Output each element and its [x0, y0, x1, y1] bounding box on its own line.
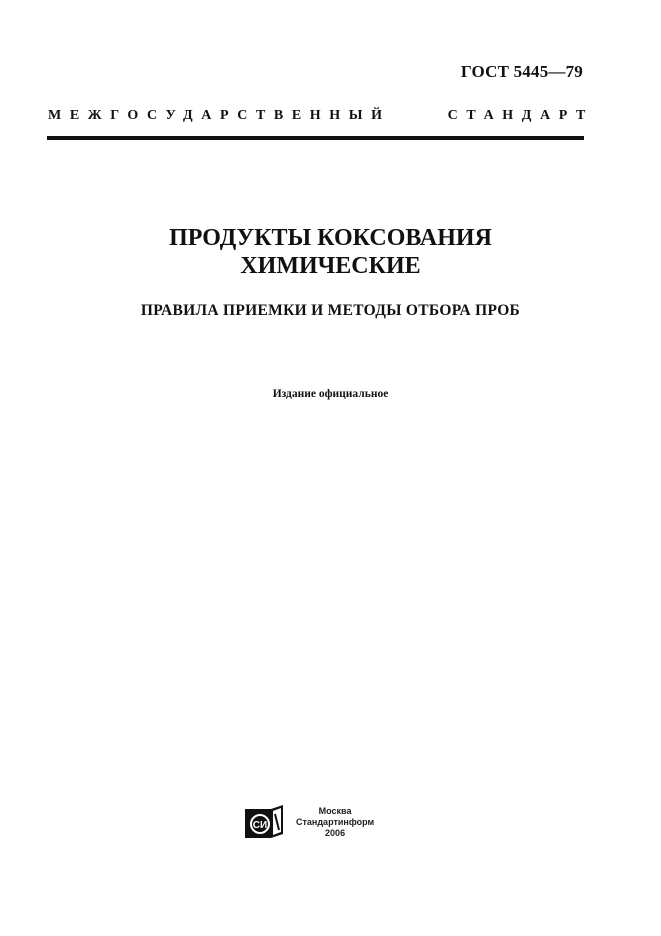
publisher-year: 2006 [325, 827, 346, 838]
standard-word: СТАНДАРТ [447, 108, 594, 123]
edition-note: Издание официальное [272, 388, 389, 400]
interstate-standard-header [48, 108, 594, 124]
document-subtitle: ПРАВИЛА ПРИЕМКИ И МЕТОДЫ ОТБОРА ПРОБ [140, 302, 521, 319]
standartinform-logo-icon [244, 804, 284, 840]
publisher-name: Стандартинформ [296, 816, 375, 827]
interstate-word: МЕЖГОСУДАРСТВЕННЫЙ [48, 108, 391, 123]
title-line-1: ПРОДУКТЫ КОКСОВАНИЯ [169, 225, 492, 251]
title-line-2: ХИМИЧЕСКИЕ [240, 253, 421, 279]
publisher-text [296, 806, 374, 839]
gost-number: ГОСТ 5445—79 [460, 62, 583, 81]
header-rule [47, 136, 584, 140]
publisher-block [244, 804, 374, 840]
publisher-city: Москва [318, 805, 352, 816]
svg-text:СИ: СИ [252, 820, 268, 831]
document-title [0, 224, 661, 280]
